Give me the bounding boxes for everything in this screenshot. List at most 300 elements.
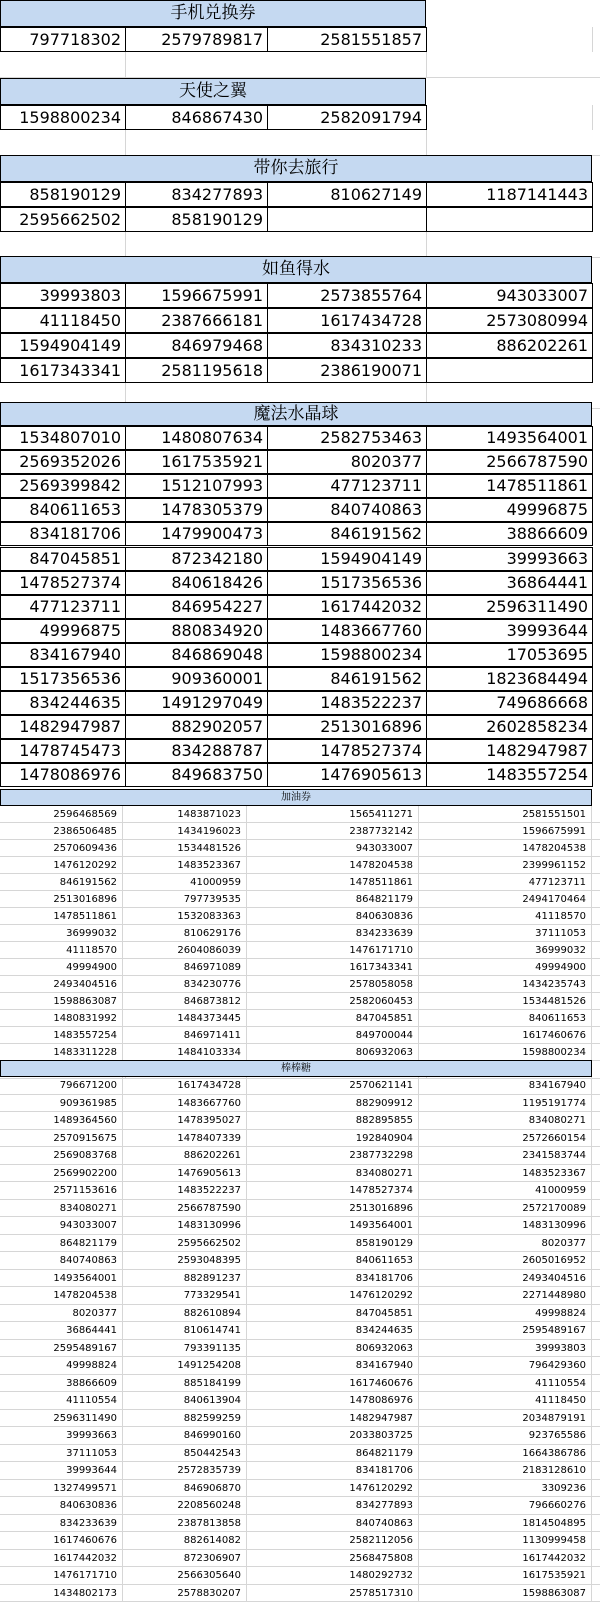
table-cell[interactable]: 864821179 [0,1235,123,1253]
table-cell[interactable]: 1534807010 [0,426,126,450]
table-cell[interactable] [426,27,593,52]
table-cell[interactable]: 882614082 [123,1532,247,1550]
table-cell[interactable]: 840618426 [125,571,268,595]
table-cell[interactable]: 834167940 [0,643,126,667]
table-cell[interactable]: 39993803 [419,1340,592,1358]
table-cell[interactable]: 1483522237 [267,691,427,715]
table-cell[interactable]: 749686668 [426,691,593,715]
table-cell[interactable]: 1483557254 [0,1027,123,1044]
table-cell[interactable]: 1130999458 [419,1532,592,1550]
table-cell[interactable]: 1476905613 [267,763,427,787]
table-cell[interactable]: 38866609 [426,522,593,546]
table-cell[interactable]: 1476905613 [123,1165,247,1183]
table-cell[interactable]: 2566787590 [123,1200,247,1218]
section-title: 如鱼得水 [0,256,592,283]
table-cell[interactable]: 1476171710 [247,942,419,959]
table-cell[interactable]: 1483311228 [0,1044,123,1061]
table-cell[interactable]: 846971089 [123,959,247,976]
table-cell[interactable]: 943033007 [247,840,419,857]
table-cell[interactable]: 1491254208 [123,1357,247,1375]
table-cell[interactable]: 797739535 [123,891,247,908]
table-cell[interactable]: 37111053 [0,1445,123,1463]
table-cell[interactable]: 2566305640 [123,1567,247,1585]
table-cell[interactable]: 834167940 [419,1077,592,1095]
table-cell[interactable]: 36999032 [0,925,123,942]
table-row [0,1392,600,1410]
table-cell[interactable]: 2581551857 [267,27,427,52]
table-row [0,1130,600,1148]
table-cell[interactable]: 849683750 [125,763,268,787]
table-row [0,1095,600,1113]
table-cell[interactable]: 1483871023 [123,806,247,823]
table-cell[interactable]: 41118450 [0,308,126,333]
table-cell[interactable]: 2493404516 [0,976,123,993]
table-cell[interactable]: 1534481526 [123,840,247,857]
table-cell[interactable]: 847045851 [247,1305,419,1323]
table-cell[interactable]: 1484103334 [123,1044,247,1061]
table-cell[interactable]: 1594904149 [0,333,126,358]
table-cell[interactable]: 2604086039 [123,942,247,959]
table-cell[interactable]: 2602858234 [426,715,593,739]
table-row [0,823,600,840]
table-cell[interactable]: 8020377 [419,1235,592,1253]
table-cell[interactable]: 1478305379 [125,498,268,522]
table-cell[interactable]: 1479900473 [125,522,268,546]
table-cell[interactable]: 834080271 [247,1165,419,1183]
table-cell[interactable]: 2572660154 [419,1130,592,1148]
table-cell[interactable]: 840611653 [247,1252,419,1270]
table-cell[interactable]: 2570621141 [247,1077,419,1095]
table-cell[interactable]: 1476120292 [247,1287,419,1305]
table-cell[interactable]: 1598863087 [0,993,123,1010]
table-cell[interactable]: 2570609436 [0,840,123,857]
table-cell[interactable]: 834288787 [125,739,268,763]
section-header-row [0,0,600,27]
table-cell[interactable]: 1483557254 [426,763,593,787]
table-cell[interactable]: 1195191774 [419,1095,592,1113]
table-cell[interactable]: 1532083363 [123,908,247,925]
table-cell[interactable]: 2513016896 [267,715,427,739]
table-cell[interactable]: 1434802173 [0,1585,123,1602]
table-cell[interactable]: 1598863087 [419,1585,592,1602]
table-cell[interactable]: 1483523367 [123,857,247,874]
table-cell[interactable]: 797718302 [0,27,126,52]
table-cell[interactable]: 2582091794 [267,105,427,130]
table-cell[interactable]: 886202261 [123,1147,247,1165]
table-cell[interactable]: 39993644 [426,619,593,643]
table-cell[interactable]: 49998824 [419,1305,592,1323]
table-cell[interactable]: 882909912 [247,1095,419,1113]
table-cell[interactable]: 810629176 [123,925,247,942]
table-cell[interactable]: 2183128610 [419,1462,592,1480]
table-cell[interactable]: 1478511861 [247,874,419,891]
table-cell[interactable]: 1823684494 [426,667,593,691]
table-cell[interactable]: 39993803 [0,283,126,308]
table-cell[interactable]: 2582753463 [267,426,427,450]
table-cell[interactable]: 2387666181 [125,308,268,333]
table-cell[interactable]: 834080271 [0,1200,123,1218]
table-cell[interactable]: 41000959 [123,874,247,891]
table-cell[interactable]: 1434196023 [123,823,247,840]
table-cell[interactable]: 1617460676 [419,1027,592,1044]
table-cell[interactable]: 2387813858 [123,1515,247,1533]
table-cell[interactable]: 1517356536 [0,667,126,691]
table-cell[interactable]: 1512107993 [125,474,268,498]
table-cell[interactable]: 2569902200 [0,1165,123,1183]
table-row [0,1235,600,1253]
table-cell[interactable]: 1598800234 [267,643,427,667]
table-cell[interactable]: 1598800234 [0,105,126,130]
table-cell[interactable] [426,358,593,383]
table-cell[interactable]: 1480292732 [247,1567,419,1585]
table-cell[interactable]: 1565411271 [247,806,419,823]
table-cell[interactable]: 1617442032 [419,1550,592,1568]
table-cell[interactable]: 1434235743 [419,976,592,993]
table-cell[interactable]: 2386506485 [0,823,123,840]
table-cell[interactable]: 846906870 [123,1480,247,1498]
table-cell[interactable]: 1478527374 [267,739,427,763]
table-cell[interactable]: 2513016896 [0,891,123,908]
table-cell[interactable]: 1483667760 [123,1095,247,1113]
table-row [0,571,600,595]
table-cell[interactable]: 2578058058 [247,976,419,993]
table-cell[interactable]: 872306907 [123,1550,247,1568]
table-cell[interactable]: 1483130996 [419,1217,592,1235]
table-cell[interactable]: 2399961152 [419,857,592,874]
table-cell[interactable]: 1517356536 [267,571,427,595]
table-cell[interactable]: 49996875 [426,498,593,522]
table-cell[interactable] [426,207,593,232]
table-cell[interactable]: 1478204538 [419,840,592,857]
table-cell[interactable]: 850442543 [123,1445,247,1463]
table-row [0,1027,600,1044]
table-cell[interactable]: 1617343341 [247,959,419,976]
empty-row [0,52,600,78]
table-cell[interactable]: 1491297049 [125,691,268,715]
table-cell[interactable]: 2582060453 [247,993,419,1010]
table-cell[interactable]: 846990160 [123,1427,247,1445]
table-cell[interactable]: 882599259 [123,1410,247,1428]
table-cell[interactable]: 2570915675 [0,1130,123,1148]
table-cell[interactable]: 923765586 [419,1427,592,1445]
table-cell[interactable]: 1478395027 [123,1112,247,1130]
table-cell[interactable]: 2596311490 [0,1410,123,1428]
table-cell[interactable]: 834233639 [247,925,419,942]
table-cell[interactable]: 1617460676 [247,1375,419,1393]
table-cell[interactable]: 41110554 [419,1375,592,1393]
table-cell[interactable]: 773329541 [123,1287,247,1305]
table-cell[interactable]: 1482947987 [426,739,593,763]
table-cell[interactable]: 880834920 [125,619,268,643]
table-cell[interactable]: 36999032 [419,942,592,959]
table-cell[interactable]: 41118450 [419,1392,592,1410]
table-cell[interactable]: 2387732142 [247,823,419,840]
table-cell[interactable]: 1187141443 [426,182,593,207]
table-cell[interactable]: 2582112056 [247,1532,419,1550]
table-cell[interactable]: 2572170089 [419,1200,592,1218]
table-cell[interactable]: 858190129 [247,1235,419,1253]
table-cell[interactable]: 2033803725 [247,1427,419,1445]
table-cell[interactable]: 1483523367 [419,1165,592,1183]
table-cell[interactable]: 1478511861 [0,908,123,925]
table-cell[interactable]: 2578830207 [123,1585,247,1602]
table-cell[interactable]: 2578517310 [247,1585,419,1602]
table-cell[interactable]: 2569399842 [0,474,126,498]
table-row [0,857,600,874]
table-cell[interactable]: 882902057 [125,715,268,739]
table-row [0,1550,600,1568]
table-cell[interactable]: 847045851 [0,547,126,571]
table-cell[interactable]: 834244635 [247,1322,419,1340]
table-cell[interactable]: 846191562 [0,874,123,891]
table-cell[interactable]: 477123711 [267,474,427,498]
table-cell[interactable]: 1534481526 [419,993,592,1010]
table-cell[interactable]: 3309236 [419,1480,592,1498]
table-cell[interactable]: 41000959 [419,1182,592,1200]
table-cell[interactable]: 810614741 [123,1322,247,1340]
table-cell[interactable]: 36864441 [0,1322,123,1340]
table-cell[interactable]: 2566787590 [426,450,593,474]
table-cell[interactable]: 796429360 [419,1357,592,1375]
table-cell[interactable]: 2593048395 [123,1252,247,1270]
table-cell[interactable]: 2387732298 [247,1147,419,1165]
table-cell[interactable]: 846873812 [123,993,247,1010]
table-cell[interactable]: 1617434728 [267,308,427,333]
table-cell[interactable]: 477123711 [0,595,126,619]
table-cell[interactable]: 2595662502 [123,1235,247,1253]
table-cell[interactable]: 806932063 [247,1340,419,1358]
table-cell[interactable]: 49996875 [0,619,126,643]
table-cell[interactable]: 864821179 [247,1445,419,1463]
table-cell[interactable]: 1596675991 [419,823,592,840]
table-cell[interactable]: 41118570 [0,942,123,959]
table-cell[interactable]: 17053695 [426,643,593,667]
table-cell[interactable]: 847045851 [247,1010,419,1027]
table-cell[interactable]: 2581551501 [419,806,592,823]
table-cell[interactable]: 8020377 [267,450,427,474]
table-cell[interactable]: 834181706 [0,522,126,546]
table-cell[interactable]: 943033007 [0,1217,123,1235]
table-cell[interactable]: 2596311490 [426,595,593,619]
table-cell[interactable]: 943033007 [426,283,593,308]
table-cell[interactable]: 49998824 [0,1357,123,1375]
table-cell[interactable]: 8020377 [0,1305,123,1323]
table-cell[interactable]: 909361985 [0,1095,123,1113]
table-cell[interactable]: 192840904 [247,1130,419,1148]
table-cell[interactable]: 840613904 [123,1392,247,1410]
table-cell[interactable]: 882610894 [123,1305,247,1323]
table-cell[interactable]: 2571153616 [0,1182,123,1200]
table-row [0,1567,600,1585]
table-cell[interactable]: 846869048 [125,643,268,667]
table-cell[interactable]: 1594904149 [267,547,427,571]
table-cell[interactable]: 834167940 [247,1357,419,1375]
table-cell[interactable]: 2034879191 [419,1410,592,1428]
table-cell[interactable]: 1617460676 [0,1532,123,1550]
table-cell[interactable]: 1617535921 [125,450,268,474]
section-title: 天使之翼 [0,78,426,105]
table-cell[interactable]: 1483522237 [123,1182,247,1200]
section-title: 魔法水晶球 [0,402,592,426]
table-cell[interactable]: 2341583744 [419,1147,592,1165]
table-cell[interactable]: 834244635 [0,691,126,715]
table-cell[interactable]: 2581195618 [125,358,268,383]
table-cell[interactable]: 1478527374 [0,571,126,595]
table-cell[interactable]: 49994900 [0,959,123,976]
table-cell[interactable]: 37111053 [419,925,592,942]
table-cell[interactable]: 834181706 [247,1270,419,1288]
table-cell[interactable]: 840630836 [247,908,419,925]
table-cell[interactable]: 2494170464 [419,891,592,908]
table-cell[interactable]: 885184199 [123,1375,247,1393]
table-cell[interactable]: 1482947987 [247,1410,419,1428]
table-cell[interactable]: 858190129 [125,207,268,232]
table-cell[interactable]: 1480807634 [125,426,268,450]
table-cell[interactable]: 1480831992 [0,1010,123,1027]
table-cell[interactable]: 1617434728 [123,1077,247,1095]
table-cell[interactable]: 41110554 [0,1392,123,1410]
table-cell[interactable]: 1478204538 [0,1287,123,1305]
table-row [0,333,600,358]
table-cell[interactable]: 1482947987 [0,715,126,739]
table-cell[interactable]: 2595662502 [0,207,126,232]
table-cell[interactable]: 2271448980 [419,1287,592,1305]
table-row [0,450,600,474]
table-cell[interactable]: 806932063 [247,1044,419,1061]
table-cell[interactable]: 2386190071 [267,358,427,383]
table-cell[interactable]: 834310233 [267,333,427,358]
table-cell[interactable]: 849700044 [247,1027,419,1044]
table-cell[interactable]: 840740863 [0,1252,123,1270]
table-cell[interactable]: 864821179 [247,891,419,908]
table-cell[interactable]: 1476171710 [0,1567,123,1585]
table-cell[interactable]: 39993663 [426,547,593,571]
table-cell[interactable]: 2569352026 [0,450,126,474]
table-cell[interactable]: 1664386786 [419,1445,592,1463]
table-cell[interactable]: 834277893 [247,1497,419,1515]
table-row [0,308,600,333]
table-cell[interactable]: 1478407339 [123,1130,247,1148]
table-cell[interactable]: 41118570 [419,908,592,925]
table-cell[interactable]: 858190129 [0,182,126,207]
table-cell[interactable]: 846191562 [267,667,427,691]
table-row [0,739,600,763]
table-cell[interactable]: 1484373445 [123,1010,247,1027]
table-cell[interactable]: 1617535921 [419,1567,592,1585]
table-cell[interactable]: 796671200 [0,1077,123,1095]
table-cell[interactable]: 1478745473 [0,739,126,763]
table-cell[interactable]: 872342180 [125,547,268,571]
table-cell[interactable]: 1617442032 [267,595,427,619]
table-cell[interactable]: 846867430 [125,105,268,130]
table-cell[interactable]: 2572835739 [123,1462,247,1480]
table-cell[interactable]: 886202261 [426,333,593,358]
section-header-row [0,78,600,105]
table-cell[interactable]: 2568475808 [247,1550,419,1568]
table-cell[interactable]: 1483130996 [123,1217,247,1235]
table-row [0,1375,600,1393]
table-cell[interactable]: 1478086976 [247,1392,419,1410]
table-cell[interactable]: 1478086976 [0,763,126,787]
table-cell[interactable]: 882891237 [123,1270,247,1288]
section-title: 手机兑换券 [0,0,426,27]
table-cell[interactable]: 796660276 [419,1497,592,1515]
table-cell[interactable]: 39993663 [0,1427,123,1445]
table-cell[interactable]: 2605016952 [419,1252,592,1270]
table-cell[interactable]: 2493404516 [419,1270,592,1288]
table-cell[interactable]: 840740863 [247,1515,419,1533]
table-cell[interactable]: 793391135 [123,1340,247,1358]
table-cell[interactable]: 882895855 [247,1112,419,1130]
table-cell[interactable] [426,105,593,130]
table-cell[interactable]: 1493564001 [247,1217,419,1235]
table-cell[interactable]: 1598800234 [419,1044,592,1061]
table-cell[interactable]: 2573080994 [426,308,593,333]
table-cell[interactable]: 2595489167 [0,1340,123,1358]
table-cell[interactable]: 39993644 [0,1462,123,1480]
table-row [0,1252,600,1270]
table-cell[interactable]: 2569083768 [0,1147,123,1165]
table-cell[interactable]: 834080271 [419,1112,592,1130]
table-cell[interactable]: 1476120292 [247,1480,419,1498]
table-cell[interactable]: 1483667760 [267,619,427,643]
table-cell[interactable]: 477123711 [419,874,592,891]
table-cell[interactable]: 1476120292 [0,857,123,874]
table-cell[interactable]: 846191562 [267,522,427,546]
table-cell[interactable]: 2596468569 [0,806,123,823]
table-cell[interactable]: 846971411 [123,1027,247,1044]
table-cell[interactable]: 1478527374 [247,1182,419,1200]
table-cell[interactable]: 909360001 [125,667,268,691]
table-cell[interactable]: 1617343341 [0,358,126,383]
table-row [0,691,600,715]
table-cell[interactable]: 1814504895 [419,1515,592,1533]
table-cell[interactable]: 36864441 [426,571,593,595]
table-cell[interactable]: 1617442032 [0,1550,123,1568]
table-row [0,1270,600,1288]
table-cell[interactable]: 834230776 [123,976,247,993]
table-cell[interactable]: 2513016896 [247,1200,419,1218]
table-cell[interactable]: 38866609 [0,1375,123,1393]
table-cell[interactable]: 834233639 [0,1515,123,1533]
table-cell[interactable] [267,207,427,232]
table-cell[interactable]: 2579789817 [125,27,268,52]
table-cell[interactable]: 834277893 [125,182,268,207]
table-cell[interactable]: 840611653 [0,498,126,522]
table-cell[interactable]: 1596675991 [125,283,268,308]
table-cell[interactable]: 1493564001 [426,426,593,450]
table-row [0,426,600,450]
section-header-row [0,256,600,283]
table-cell[interactable]: 840630836 [0,1497,123,1515]
table-cell[interactable]: 1489364560 [0,1112,123,1130]
grid-line [426,52,427,78]
table-cell[interactable]: 49994900 [419,959,592,976]
table-cell[interactable]: 1478204538 [247,857,419,874]
table-cell[interactable]: 846954227 [125,595,268,619]
table-cell[interactable]: 1327499571 [0,1480,123,1498]
table-cell[interactable]: 2595489167 [419,1322,592,1340]
table-cell[interactable]: 840611653 [419,1010,592,1027]
table-cell[interactable]: 2208560248 [123,1497,247,1515]
table-cell[interactable]: 810627149 [267,182,427,207]
table-cell[interactable]: 834181706 [247,1462,419,1480]
table-cell[interactable]: 846979468 [125,333,268,358]
table-cell[interactable]: 2573855764 [267,283,427,308]
table-cell[interactable]: 1493564001 [0,1270,123,1288]
table-cell[interactable]: 1478511861 [426,474,593,498]
table-cell[interactable]: 840740863 [267,498,427,522]
